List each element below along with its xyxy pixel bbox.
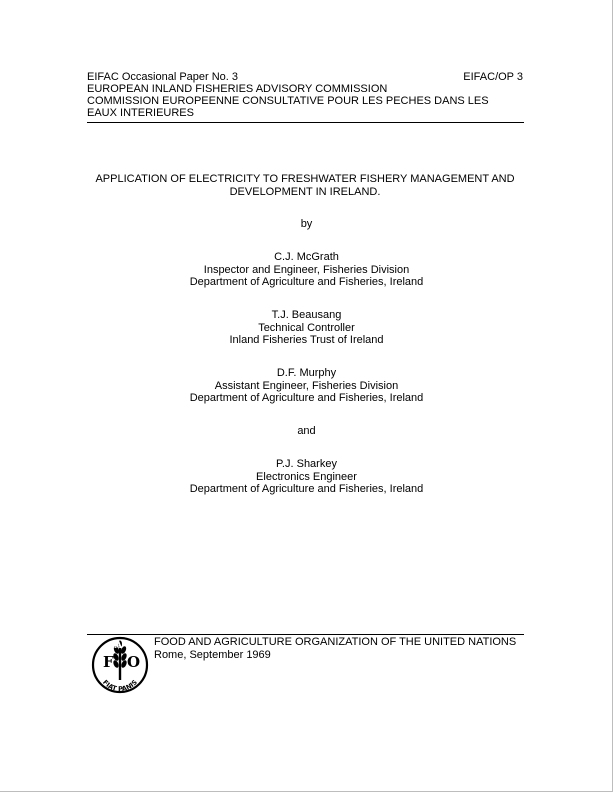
author-organization: Department of Agriculture and Fisheries, Ireland: [189, 276, 424, 288]
author-block: [0, 251, 613, 289]
document-code: EIFAC/OP 3: [463, 71, 523, 83]
author-name: P.J. Sharkey: [276, 458, 337, 470]
author-role: Assistant Engineer, Fisheries Division: [214, 379, 399, 392]
by-text: by: [300, 218, 313, 230]
logo-letter-f: F: [103, 653, 114, 671]
author-role: Electronics Engineer: [256, 470, 357, 483]
title-line1: APPLICATION OF ELECTRICITY TO FRESHWATER FISHERY MANAGEMENT AND: [95, 173, 515, 185]
author-organization: Department of Agriculture and Fisheries, Ireland: [189, 392, 424, 404]
title-line2: DEVELOPMENT IN IRELAND.: [229, 185, 381, 198]
author-block: [0, 458, 613, 496]
footer-divider: [87, 634, 524, 635]
author-organization: Inland Fisheries Trust of Ireland: [229, 334, 384, 346]
author-role: Technical Controller: [258, 321, 355, 334]
svg-text:FIAT PANIS: [101, 678, 139, 693]
author-organization: Department of Agriculture and Fisheries, Ireland: [189, 483, 424, 495]
author-block: [0, 367, 613, 405]
logo-letter-o: O: [127, 653, 141, 671]
document-title: [60, 173, 550, 198]
author-block: [0, 309, 613, 347]
commission-name-en: EUROPEAN INLAND FISHERIES ADVISORY COMMISSION: [87, 83, 388, 95]
author-name: C.J. McGrath: [274, 251, 339, 263]
commission-name-fr-line2: EAUX INTERIEURES: [87, 107, 194, 119]
author-name: D.F. Murphy: [276, 367, 337, 379]
logo-letter-a: A: [114, 640, 123, 651]
and-text: and: [297, 425, 316, 437]
logo-motto: FIAT PANIS: [101, 678, 139, 694]
author-role: Inspector and Engineer, Fisheries Division: [203, 263, 410, 276]
publication-place-date: Rome, September 1969: [154, 648, 271, 661]
commission-name-fr-line1: COMMISSION EUROPEENNE CONSULTATIVE POUR LES PECHES DANS LES: [87, 95, 489, 107]
series-label: EIFAC Occasional Paper No. 3: [87, 71, 239, 83]
document-header: [87, 71, 523, 119]
publisher-name: FOOD AND AGRICULTURE ORGANIZATION OF THE UNITED NATIONS: [154, 636, 517, 648]
author-name: T.J. Beausang: [271, 309, 342, 321]
fao-logo-icon: [88, 634, 152, 694]
publisher-block: [154, 636, 516, 661]
header-divider: [87, 122, 524, 123]
